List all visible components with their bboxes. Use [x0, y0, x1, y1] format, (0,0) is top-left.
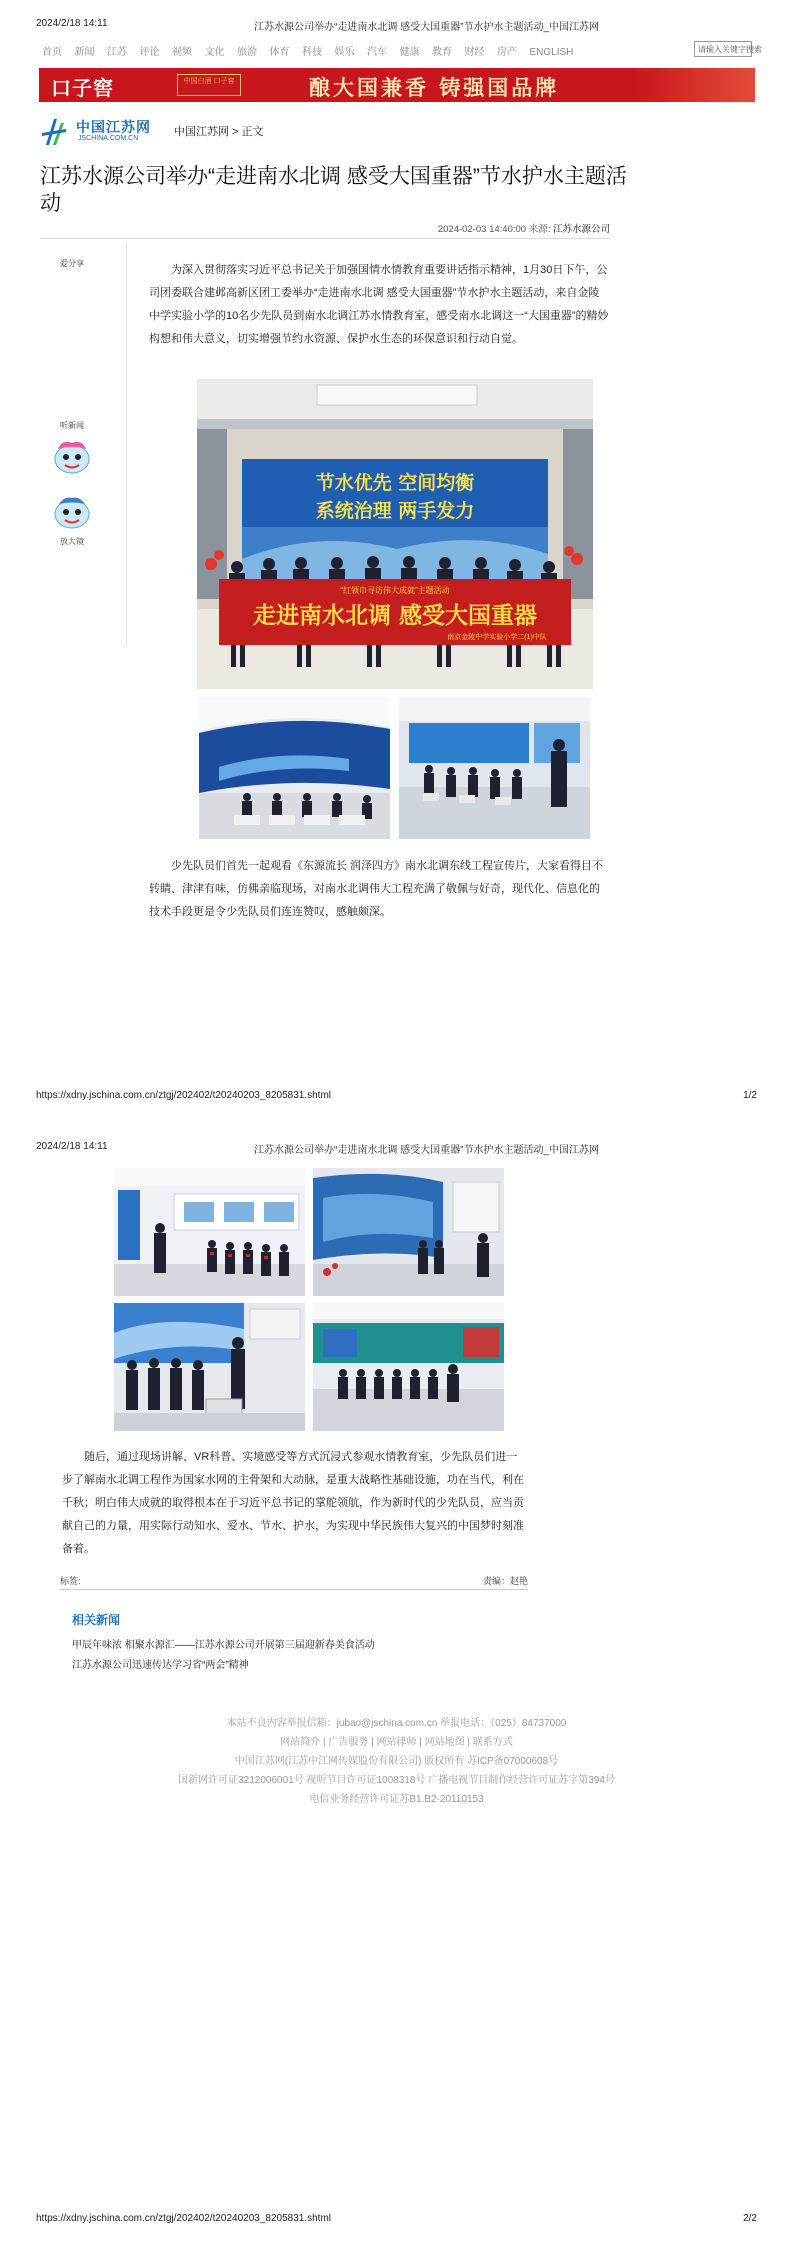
exhibit-photo-image — [399, 697, 590, 839]
ad-brand: 口子窖 — [51, 76, 114, 100]
screen-wall-photo — [313, 1168, 504, 1296]
site-name: 中国江苏网 — [76, 119, 151, 135]
nav-item[interactable]: 评论 — [139, 47, 160, 58]
nav-item[interactable]: 旅游 — [237, 47, 257, 58]
site-domain: JSCHINA.COM.CN — [78, 135, 139, 142]
group-photo — [197, 379, 593, 689]
nav-item[interactable]: 娱乐 — [334, 47, 355, 58]
zoom-label: 放大镜 — [60, 537, 84, 546]
license-info: 国新网许可证3212006001号 视听节目许可证1008318号 广播电视节目制作经营许可证苏字第394号 — [178, 1775, 615, 1786]
activity-banner-title: 走进南水北调 感受大国重器 — [252, 602, 538, 629]
side-divider — [126, 244, 127, 646]
article-paragraph: 少先队员们首先一起观看《东源流长 润泽四方》南水北调东线工程宣传片，大家看得目不转睛、津津有味，仿佛亲临现场，对南水北调伟大工程充满了敬佩与好奇，现代化、信息化的技术手段更是令少先队员们连连赞叹，感触颇深。 — [149, 860, 604, 918]
group-photo-image — [197, 379, 593, 689]
print-url: https://xdny.jschina.com.cn/ztgj/202402/t20240203_8205831.shtml — [36, 1090, 332, 1101]
ad-slogan: 酿大国兼香 铸强国品牌 — [309, 75, 560, 100]
search-input[interactable]: 请输入关键字搜索 — [694, 41, 752, 57]
logo-icon — [40, 115, 70, 149]
copyright: 中国江苏网(江苏中江网传媒股份有限公司) 版权所有 苏ICP备07000608号 — [234, 1756, 559, 1767]
footer-links[interactable]: 网站简介 | 广告服务 | 网站律师 | 网站地图 | 联系方式 — [280, 1737, 513, 1748]
share-button[interactable]: 爱分享 — [60, 259, 84, 268]
print-date: 2024/2/18 14:11 — [36, 1141, 108, 1152]
breadcrumb[interactable]: 中国江苏网 > 正文 — [174, 126, 264, 138]
related-news-link[interactable]: 江苏水源公司迅速传达学习省“两会”精神 — [72, 1660, 249, 1671]
nav-item[interactable]: 汽车 — [367, 47, 387, 58]
hall-photo — [313, 1303, 504, 1431]
page-number: 1/2 — [743, 1090, 757, 1101]
print-doc-title: 江苏水源公司举办“走进南水北调 感受大国重器”节水护水主题活动_中国江苏网 — [254, 1145, 599, 1156]
nav-item[interactable]: ENGLISH — [529, 47, 574, 58]
ad-banner[interactable] — [39, 68, 755, 102]
exhibit-photo — [399, 697, 590, 839]
print-doc-title: 江苏水源公司举办“走进南水北调 感受大国重器”节水护水主题活动_中国江苏网 — [254, 22, 599, 33]
telecom-license: 电信业务经营许可证苏B1.B2-20110153 — [309, 1794, 484, 1805]
site-logo[interactable] — [40, 113, 160, 151]
article-paragraph: 随后，通过现场讲解、VR科普、实境感受等方式沉浸式参观水情教育室，少先队员们进一步了解南水北调工程作为国家水网的主骨架和大动脉，是重大战略性基础设施，功在当代，利在千秋；明白伟大成就的取得根本在于习近平总书记的掌舵领航，作为新时代的少先队员，应当贡献自己的力量，用实际行动知水、爱水、节水、护水，为实现中华民族伟大复兴的中国梦时刻准备着。 — [62, 1451, 524, 1555]
activity-banner-org: 南京金陵中学实验小学二(1)中队 — [447, 634, 547, 641]
print-footer — [36, 1090, 757, 1106]
nav-item[interactable]: 江苏 — [107, 47, 127, 58]
source-name: 江苏水源公司 — [552, 224, 610, 235]
nav-item[interactable]: 教育 — [432, 47, 452, 58]
vr-photo-image — [114, 1303, 305, 1431]
nav-item[interactable]: 新闻 — [74, 47, 95, 58]
page-number: 2/2 — [743, 2213, 757, 2224]
nav-item[interactable]: 首页 — [42, 47, 62, 58]
print-page-2 — [0, 1123, 793, 2246]
tags-row — [60, 1574, 528, 1590]
site-footer — [0, 1714, 793, 1809]
nav-item[interactable]: 体育 — [269, 47, 290, 58]
nav-item[interactable]: 房产 — [497, 47, 517, 58]
hall-photo-image — [313, 1303, 504, 1431]
vr-photo — [114, 1303, 305, 1431]
theater-photo-image — [199, 697, 390, 839]
print-header — [36, 1141, 757, 1157]
theater-photo — [199, 697, 390, 839]
ad-decoration — [635, 68, 755, 102]
nav-item[interactable]: 健康 — [399, 47, 420, 58]
divider — [60, 1589, 528, 1590]
related-news-heading: 相关新闻 — [72, 1613, 121, 1627]
activity-banner-subtitle: “红领巾寻访伟大成就”主题活动 — [340, 586, 450, 595]
source-label: 来源: — [528, 224, 551, 235]
nav-item[interactable]: 财经 — [464, 47, 485, 58]
article-paragraph: 为深入贯彻落实习近平总书记关于加强国情水情教育重要讲话指示精神，1月30日下午，公司团委联合建邺高新区团工委举办“走进南水北调 感受大国重器”节水护水主题活动，来自金陵中学实验小学的10名少先队员到南水北调江苏水情教育室，感受南水北调这一“大国重器”的精妙构想和伟大意义，切实增强节约水资源、保护水生态的环保意识和行动自觉。 — [149, 264, 609, 345]
nav-item[interactable]: 视频 — [172, 47, 192, 58]
editor-credit: 责编：赵艳 — [482, 1576, 528, 1586]
article-title: 江苏水源公司举办“走进南水北调 感受大国重器”节水护水主题活动 — [40, 165, 627, 215]
nav-item[interactable]: 文化 — [204, 47, 225, 58]
print-footer — [36, 2213, 757, 2229]
guide-photo-image — [114, 1168, 305, 1296]
zoom-mascot-icon[interactable] — [52, 492, 92, 530]
top-nav — [42, 43, 762, 61]
nav-item[interactable]: 科技 — [302, 47, 322, 58]
listen-label: 听新闻 — [60, 421, 84, 430]
screen-slogan-1: 节水优先 空间均衡 — [315, 472, 475, 494]
article-meta — [438, 221, 610, 235]
listen-mascot-icon[interactable] — [52, 437, 92, 475]
screen-wall-photo-image — [313, 1168, 504, 1296]
screen-slogan-2: 系统治理 两手发力 — [315, 500, 475, 522]
print-date: 2024/2/18 14:11 — [36, 18, 108, 29]
divider — [40, 238, 610, 239]
tags-label: 标签: — [60, 1576, 81, 1586]
report-info: 本站不良内容举报信箱：jubao@jschina.com.cn 举报电话：（025）84737000 — [226, 1718, 567, 1729]
related-news-link[interactable]: 甲辰年味浓 相聚水源汇——江苏水源公司开展第三届迎新春美食活动 — [72, 1640, 375, 1651]
publish-datetime: 2024-02-03 14:40:00 — [437, 224, 527, 235]
print-url: https://xdny.jschina.com.cn/ztgj/202402/t20240203_8205831.shtml — [36, 2213, 332, 2224]
guide-photo — [114, 1168, 305, 1296]
print-header — [36, 18, 757, 34]
ad-badge: 中国白酒 口子窖 — [177, 74, 241, 96]
